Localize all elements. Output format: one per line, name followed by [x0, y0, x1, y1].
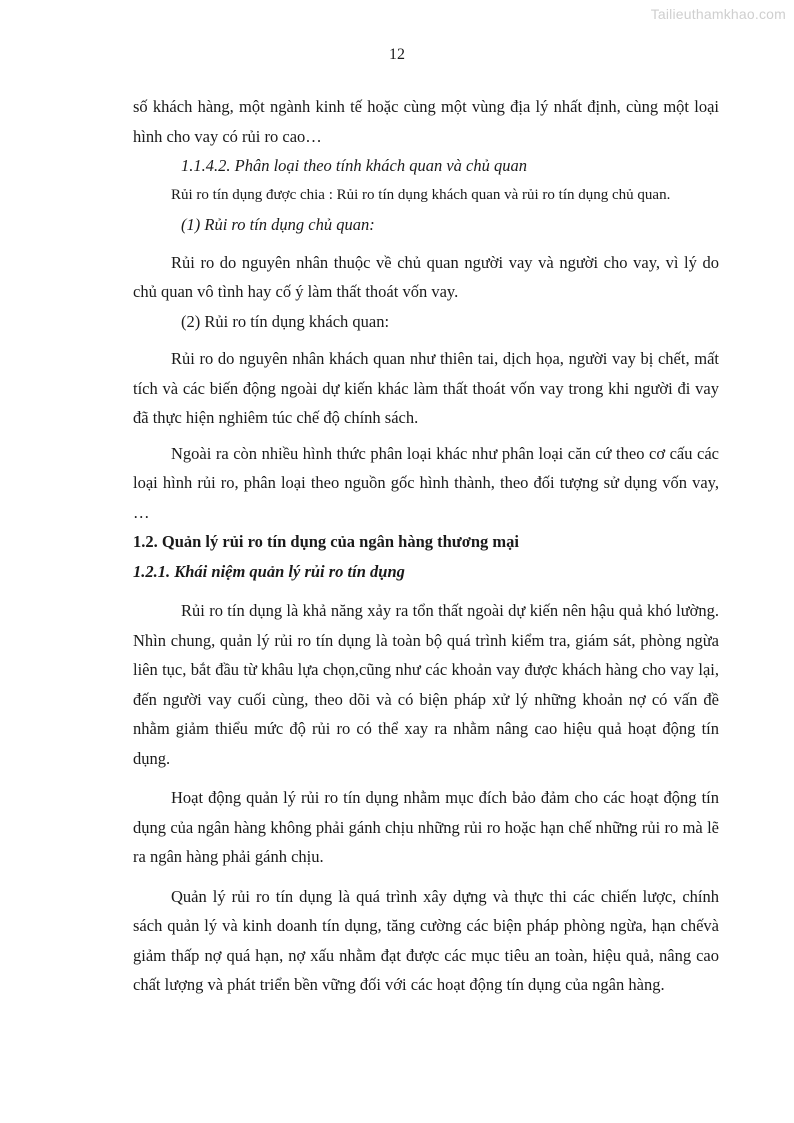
- paragraph-objective-risk: Rủi ro do nguyên nhân khách quan như thiên tai, dịch họa, người vay bị chết, mất tích và các biến động ngoài dự kiến khác làm thất thoát vốn vay trong khi người đi vay đã thực hiện nghiêm túc chế độ chính sách.: [133, 349, 719, 427]
- item-subjective-risk-title: (1) Rủi ro tín dụng chủ quan:: [181, 215, 375, 234]
- paragraph-other-classifications: Ngoài ra còn nhiều hình thức phân loại khác như phân loại căn cứ theo cơ cấu các loại hình rủi ro, phân loại theo nguồn gốc hình thành, theo đối tượng sử dụng vốn vay, …: [133, 443, 719, 522]
- heading-1-1-4-2: 1.1.4.2. Phân loại theo tính khách quan và chủ quan: [181, 156, 527, 175]
- heading-1-2-1: 1.2.1. Khái niệm quản lý rủi ro tín dụng: [133, 561, 405, 581]
- heading-1-2: 1.2. Quản lý rủi ro tín dụng của ngân hàng thương mại: [133, 532, 519, 551]
- item-objective-risk-title: (2) Rủi ro tín dụng khách quan:: [181, 311, 390, 331]
- paragraph-classification: Rủi ro tín dụng được chia : Rủi ro tín dụng khách quan và rủi ro tín dụng chủ quan.: [171, 186, 671, 203]
- paragraph-subjective-risk: Rủi ro do nguyên nhân thuộc về chủ quan người vay và người cho vay, vì lý do chủ quan vô tình hay cố ý làm thất thoát vốn vay.: [133, 252, 719, 301]
- paragraph-credit-risk-definition: Rủi ro tín dụng là khả năng xảy ra tổn thất ngoài dự kiến nên hậu quả khó lường. Nhìn chung, quản lý rủi ro tín dụng là toàn bộ quá trình kiểm tra, giám sát, phòng ngừa liên tục, bắt đầu từ khâu lựa chọn,cũng như các khoản vay được khách hàng cho vay lại, đến người vay cuối cùng, theo dõi và có biện pháp xử lý những khoản nợ có vấn đề nhằm giảm thiểu mức độ rủi ro có thể xay ra nhằm nâng cao hiệu quả hoạt động tín dụng.: [133, 601, 719, 768]
- page-number: 12: [389, 46, 405, 63]
- paragraph-management-process: Quản lý rủi ro tín dụng là quá trình xây dựng và thực thi các chiến lược, chính sách quản lý và kinh doanh tín dụng, tăng cường các biện pháp phòng ngừa, hạn chếvà giảm thấp nợ quá hạn, nợ xấu nhằm đạt được các mục tiêu an toàn, hiệu quả, nâng cao chất lượng và phát triển bền vững đối với các hoạt động tín dụng của ngân hàng.: [133, 886, 719, 994]
- document-body: [133, 92, 719, 1000]
- paragraph-management-purpose: Hoạt động quản lý rủi ro tín dụng nhằm mục đích bảo đảm cho các hoạt động tín dụng của ngân hàng không phải gánh chịu những rủi ro hoặc hạn chế những rủi ro mà lẽ ra ngân hàng phải gánh chịu.: [133, 788, 719, 866]
- paragraph-continuation: số khách hàng, một ngành kinh tế hoặc cùng một vùng địa lý nhất định, cùng một loại hình cho vay có rủi ro cao…: [133, 97, 719, 146]
- watermark: Tailieuthamkhao.com: [650, 6, 786, 22]
